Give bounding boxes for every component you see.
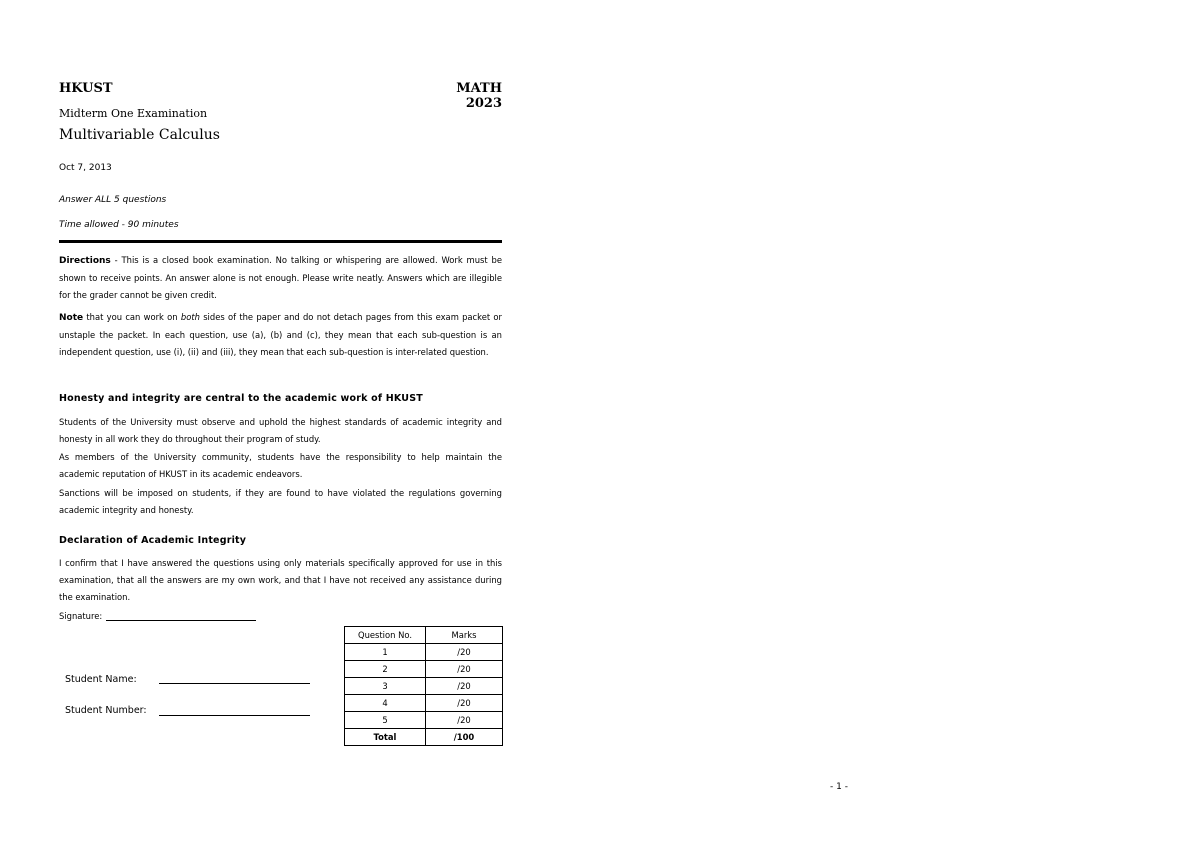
signature-line[interactable] <box>106 611 256 621</box>
directions-text: - This is a closed book examination. No talking or whispering are allowed. Work must be shown to receive points. An answer alone is not enough. Please write neatly. Answers which are illegible for the grader cannot be given credit. <box>59 255 502 300</box>
course-code: MATH 2023 <box>456 81 502 111</box>
question-number-cell: 2 <box>345 661 426 678</box>
signature-label: Signature: <box>59 611 103 621</box>
declaration-heading: Declaration of Academic Integrity <box>59 535 247 546</box>
honesty-paragraph-1: Students of the University must observe and uphold the highest standards of academic integrity and honesty in all work they do throughout their program of study. <box>59 417 502 444</box>
question-number-cell: 5 <box>345 712 426 729</box>
student-name-line[interactable] <box>159 683 310 684</box>
marks-cell: /20 <box>426 644 503 661</box>
note-emphasis: both <box>180 312 200 322</box>
table-header-row <box>345 627 503 644</box>
note-paragraph <box>59 309 502 361</box>
marks-cell: /20 <box>426 661 503 678</box>
note-label: Note <box>59 313 84 323</box>
student-number-label: Student Number: <box>65 705 147 716</box>
header-question-no: Question No. <box>345 627 426 644</box>
instruction-time: Time allowed - 90 minutes <box>59 220 179 230</box>
note-text-after: sides of the paper and do not detach pages from this exam packet or unstaple the packet. In each question, use (a), (b) and (c), they mean that each sub-question is an independent question, use (i), (ii) and (iii), they mean that each sub-question is inter-related question. <box>59 312 502 357</box>
note-text-before: that you can work on <box>83 312 181 322</box>
table-total-row <box>345 729 503 746</box>
question-number-cell: 1 <box>345 644 426 661</box>
marks-cell: /20 <box>426 712 503 729</box>
question-number-cell: 3 <box>345 678 426 695</box>
total-marks-cell: /100 <box>426 729 503 746</box>
total-label-cell: Total <box>345 729 426 746</box>
institution: HKUST <box>59 81 113 96</box>
honesty-paragraph-2: As members of the University community, students have the responsibility to help maintain the academic reputation of HKUST in its academic endeavors. <box>59 452 502 479</box>
declaration-paragraph: I confirm that I have answered the questions using only materials specifically approved for use in this examination, that all the answers are my own work, and that I have not received any assistance during the examination. <box>59 558 502 602</box>
table-row <box>345 712 503 729</box>
marks-cell: /20 <box>426 695 503 712</box>
table-row <box>345 661 503 678</box>
marks-cell: /20 <box>426 678 503 695</box>
honesty-paragraph-3: Sanctions will be imposed on students, if they are found to have violated the regulations governing academic integrity and honesty. <box>59 488 502 515</box>
student-number-line[interactable] <box>159 715 310 716</box>
table-row <box>345 695 503 712</box>
student-name-label: Student Name: <box>65 674 137 685</box>
directions-paragraph <box>59 252 502 304</box>
instruction-questions: Answer ALL 5 questions <box>59 195 167 205</box>
header-rule <box>59 240 502 243</box>
table-row <box>345 644 503 661</box>
table-row <box>345 678 503 695</box>
question-number-cell: 4 <box>345 695 426 712</box>
page-number: - 1 - <box>830 782 848 792</box>
header-marks: Marks <box>426 627 503 644</box>
honesty-heading: Honesty and integrity are central to the academic work of HKUST <box>59 393 423 404</box>
exam-title: Midterm One Examination <box>59 107 208 120</box>
exam-date: Oct 7, 2013 <box>59 163 112 173</box>
marks-table <box>344 626 503 746</box>
course-name: Multivariable Calculus <box>59 127 220 143</box>
directions-label: Directions <box>59 256 111 266</box>
signature-row <box>59 611 256 621</box>
